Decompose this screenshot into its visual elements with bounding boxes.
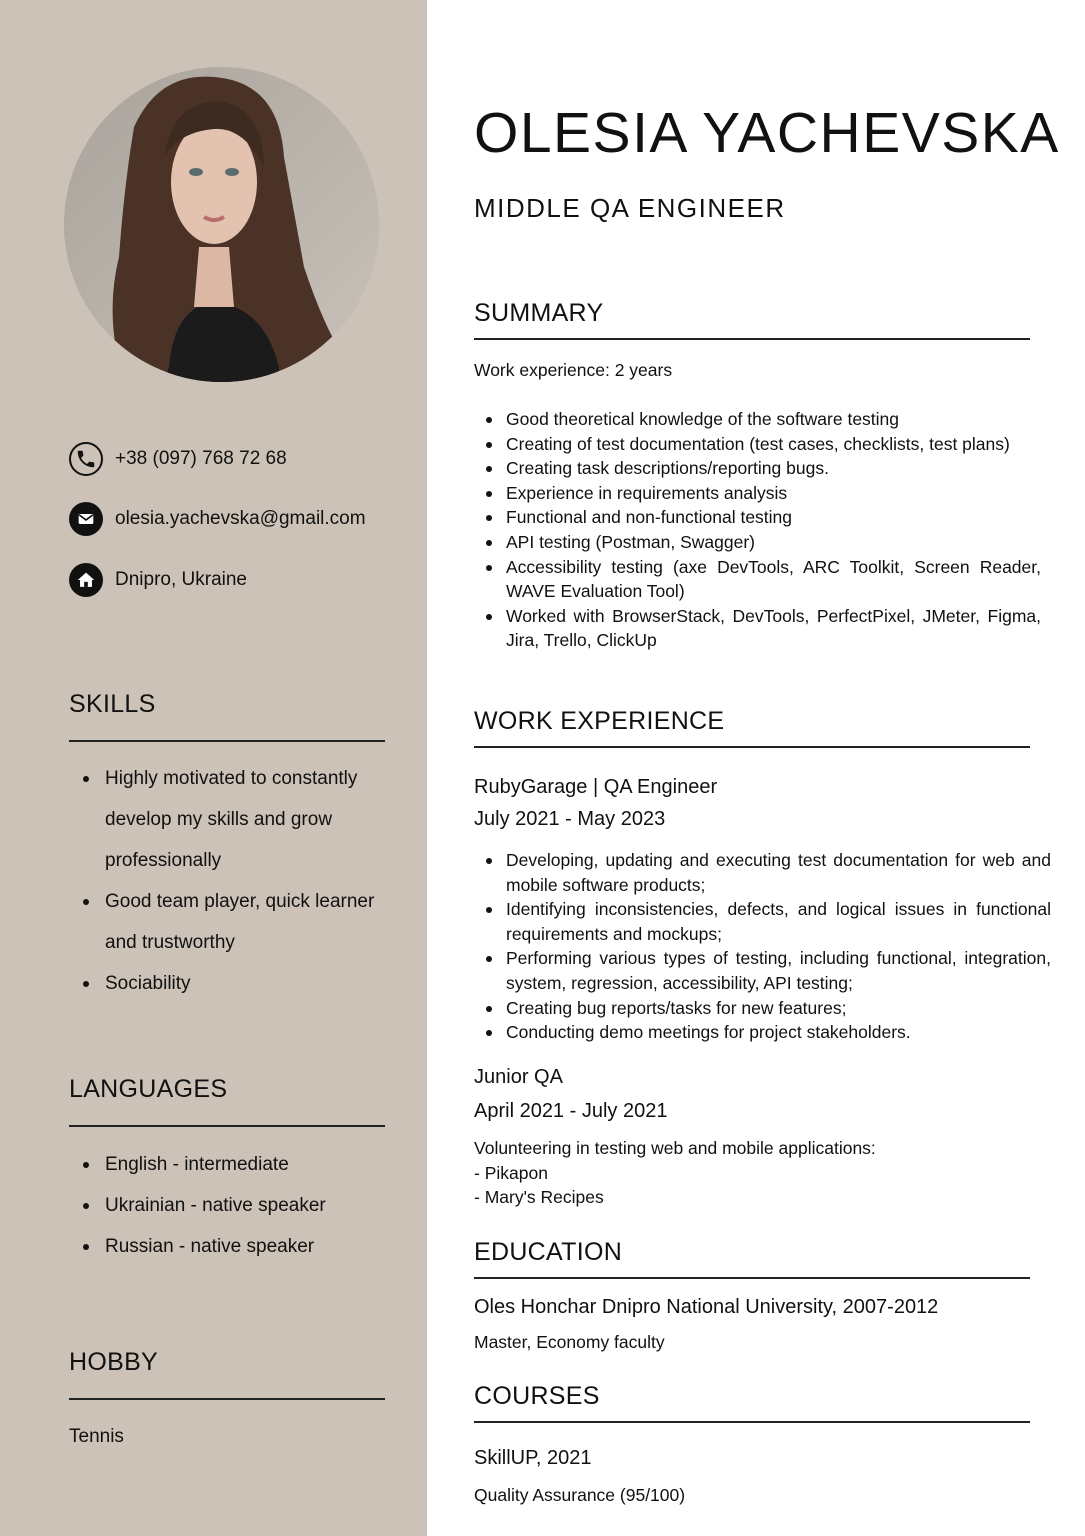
list-item: English - intermediate bbox=[69, 1144, 399, 1185]
list-item: Creating bug reports/tasks for new features; bbox=[474, 996, 1051, 1021]
list-item: Identifying inconsistencies, defects, and logical issues in functional requirements and mockups; bbox=[474, 897, 1051, 946]
job-description-line: - Pikapon bbox=[474, 1162, 548, 1183]
job-period: July 2021 - May 2023 bbox=[474, 808, 666, 830]
education-degree: Master, Economy faculty bbox=[474, 1332, 665, 1352]
job-description bbox=[474, 1136, 876, 1210]
contact-phone[interactable] bbox=[69, 442, 287, 476]
courses-heading: COURSES bbox=[474, 1382, 1030, 1423]
list-item: Functional and non-functional testing bbox=[474, 505, 1041, 530]
sidebar bbox=[0, 0, 427, 1536]
contact-email[interactable] bbox=[69, 502, 366, 536]
job-duties-list bbox=[474, 848, 1051, 1045]
list-item: Accessibility testing (axe DevTools, ARC Toolkit, Screen Reader, WAVE Evaluation Tool) bbox=[474, 555, 1041, 604]
list-item: Creating task descriptions/reporting bugs. bbox=[474, 456, 1041, 481]
job-title: Junior QA bbox=[474, 1066, 563, 1088]
languages-list bbox=[69, 1144, 399, 1267]
hobby-text: Tennis bbox=[69, 1426, 124, 1447]
contact-location bbox=[69, 563, 247, 597]
job-title: RubyGarage | QA Engineer bbox=[474, 776, 718, 798]
list-item: API testing (Postman, Swagger) bbox=[474, 530, 1041, 555]
list-item: Experience in requirements analysis bbox=[474, 481, 1041, 506]
education-heading: EDUCATION bbox=[474, 1238, 1030, 1279]
list-item: Developing, updating and executing test documentation for web and mobile software products; bbox=[474, 848, 1051, 897]
job-period: April 2021 - July 2021 bbox=[474, 1100, 668, 1122]
work-heading: WORK EXPERIENCE bbox=[474, 707, 1030, 748]
list-item: Good theoretical knowledge of the software testing bbox=[474, 407, 1041, 432]
summary-experience: Work experience: 2 years bbox=[474, 360, 673, 380]
profile-photo bbox=[64, 67, 379, 382]
list-item: Conducting demo meetings for project stakeholders. bbox=[474, 1020, 1051, 1045]
portrait-image bbox=[64, 67, 379, 382]
list-item: Good team player, quick learner and trustworthy bbox=[69, 881, 399, 963]
full-name: OLESIA YACHEVSKA bbox=[474, 101, 1060, 165]
list-item: Worked with BrowserStack, DevTools, PerfectPixel, JMeter, Figma, Jira, Trello, ClickUp bbox=[474, 604, 1041, 653]
list-item: Performing various types of testing, including functional, integration, system, regression, accessibility, API testing; bbox=[474, 946, 1051, 995]
list-item: Russian - native speaker bbox=[69, 1226, 399, 1267]
list-item: Sociability bbox=[69, 963, 399, 1004]
hobby-heading: HOBBY bbox=[69, 1348, 385, 1400]
home-icon bbox=[69, 563, 103, 597]
job-role: MIDDLE QA ENGINEER bbox=[474, 193, 786, 223]
list-item: Creating of test documentation (test cases, checklists, test plans) bbox=[474, 432, 1041, 457]
skills-heading: SKILLS bbox=[69, 690, 385, 742]
languages-heading: LANGUAGES bbox=[69, 1075, 385, 1127]
skills-list bbox=[69, 758, 399, 1004]
location-text: Dnipro, Ukraine bbox=[115, 569, 247, 590]
email-text: olesia.yachevska@gmail.com bbox=[115, 508, 366, 529]
job-description-line: Volunteering in testing web and mobile applications: bbox=[474, 1138, 876, 1158]
phone-icon bbox=[69, 442, 103, 476]
course-detail: Quality Assurance (95/100) bbox=[474, 1485, 686, 1505]
mail-icon bbox=[69, 502, 103, 536]
summary-list bbox=[474, 407, 1041, 653]
list-item: Ukrainian - native speaker bbox=[69, 1185, 399, 1226]
course-name: SkillUP, 2021 bbox=[474, 1447, 592, 1469]
list-item: Highly motivated to constantly develop my skills and grow professionally bbox=[69, 758, 399, 881]
education-school: Oles Honchar Dnipro National University, 2007-2012 bbox=[474, 1296, 939, 1318]
job-description-line: - Mary's Recipes bbox=[474, 1187, 604, 1208]
phone-text: +38 (097) 768 72 68 bbox=[115, 448, 287, 469]
summary-heading: SUMMARY bbox=[474, 299, 1030, 340]
